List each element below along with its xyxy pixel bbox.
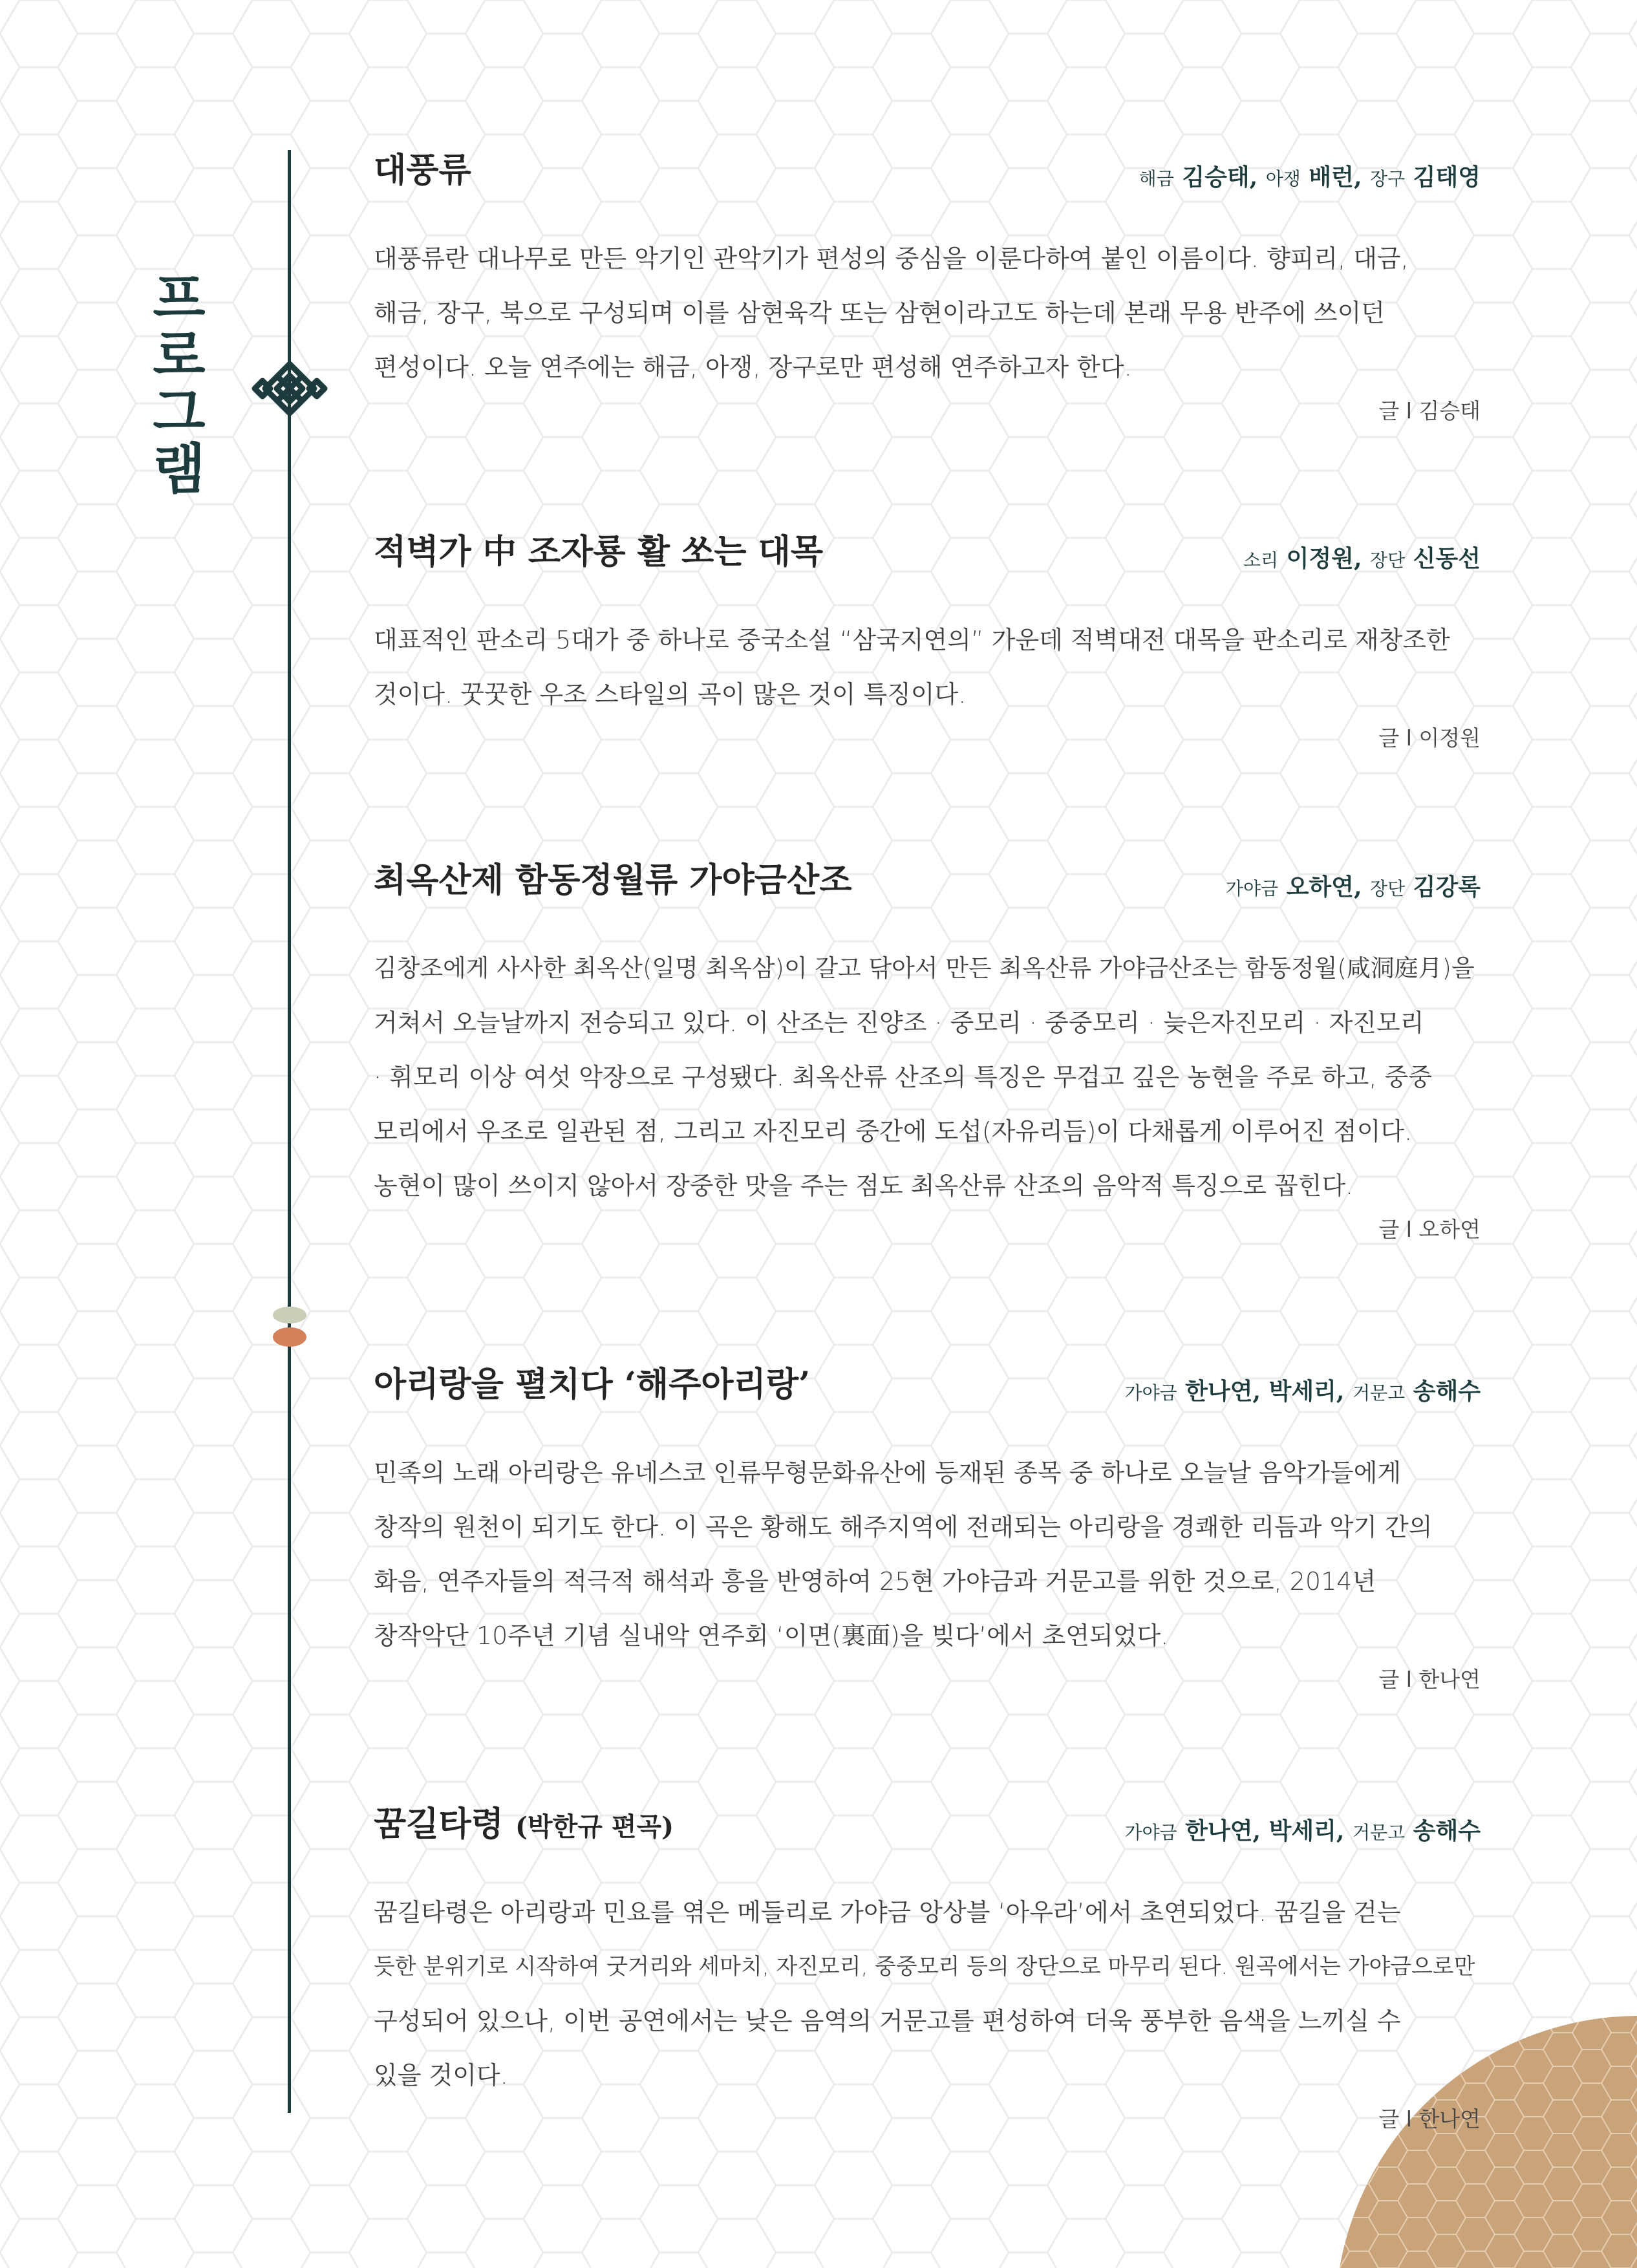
section-subtitle: (박한규 편곡) <box>515 1812 674 1842</box>
performer-name: 김태영 <box>1413 164 1481 191</box>
description-line: 농현이 많이 쓰이지 않아서 장중한 맛을 주는 점도 최옥산류 산조의 음악적 특징으로 꼽힌다. <box>374 1171 1354 1200</box>
performer-name: 박세리 <box>1268 1378 1336 1405</box>
performers-list: 해금 김승태, 아쟁 배런, 장구 김태영 <box>1139 164 1481 191</box>
section-author: 글 l 한나연 <box>1378 1667 1481 1692</box>
description-line: 대표적인 판소리 5대가 중 하나로 중국소설 “삼국지연의” 가운데 적벽대전 대목을 판소리로 재창조한 <box>374 626 1450 654</box>
section-header <box>374 1364 1481 1416</box>
performer-role: 가야금 <box>1225 878 1279 899</box>
section-title: 적벽가 中 조자룡 활 쏘는 대목 <box>374 532 824 572</box>
description-line: 민족의 노래 아리랑은 유네스코 인류무형문화유산에 등재된 종목 중 하나로 오늘날 음악가들에게 <box>374 1459 1402 1487</box>
performer-name: 이정원 <box>1286 545 1354 572</box>
description-line: · 휘모리 이상 여섯 악장으로 구성됐다. 최옥산류 산조의 특징은 무겁고 깊은 농현을 주로 하고, 중중 <box>374 1063 1432 1091</box>
section-header <box>374 860 1481 912</box>
performer-role: 장단 <box>1370 878 1406 899</box>
description-line: 모리에서 우조로 일관된 점, 그리고 자진모리 중간에 도섭(자유리듬)이 다채롭게 이루어진 점이다. <box>374 1117 1413 1146</box>
page-title-vertical <box>144 266 215 501</box>
performer-role: 소리 <box>1243 550 1279 571</box>
section-title: 대풍류 <box>374 151 471 190</box>
stone-dots-icon <box>272 1306 307 1349</box>
description-line: 구성되어 있으나, 이번 공연에서는 낮은 음역의 거문고를 편성하여 더욱 풍부한 음색을 느끼실 수 <box>374 2007 1401 2035</box>
description-line: 거쳐서 오늘날까지 전승되고 있다. 이 산조는 진양조 · 중모리 · 중중모리 · 늦은자진모리 · 자진모리 <box>374 1009 1424 1037</box>
performer-name: 한나연 <box>1185 1378 1253 1405</box>
program-section-1 <box>374 150 1481 425</box>
section-description <box>374 231 1481 394</box>
description-line: 김창조에게 사사한 최옥산(일명 최옥삼)이 갈고 닦아서 만든 최옥산류 가야금산조는 함동정월(咸洞庭月)을 <box>374 954 1475 982</box>
page-title-char: 프 <box>153 266 206 330</box>
performer-role: 가야금 <box>1124 1382 1177 1404</box>
endless-knot-icon <box>250 358 330 420</box>
performer-role: 장단 <box>1370 550 1406 571</box>
performer-name: 배런 <box>1309 164 1354 191</box>
performer-role: 해금 <box>1139 168 1174 189</box>
section-description <box>374 1446 1481 1663</box>
timeline-line <box>288 150 291 2113</box>
description-line: 해금, 장구, 북으로 구성되며 이를 삼현육각 또는 삼현이라고도 하는데 본래 무용 반주에 쓰이던 <box>374 299 1386 327</box>
performer-role: 거문고 <box>1352 1382 1406 1404</box>
program-section-5 <box>374 1804 1481 2134</box>
performers-list: 가야금 한나연, 박세리, 거문고 송해수 <box>1124 1817 1481 1845</box>
section-title: 최옥산제 함동정월류 가야금산조 <box>374 861 852 900</box>
program-section-2 <box>374 531 1481 753</box>
section-title-wrap <box>374 1804 674 1848</box>
description-line: 창작의 원천이 되기도 한다. 이 곡은 황해도 해주지역에 전래되는 아리랑을 경쾌한 리듬과 악기 간의 <box>374 1513 1433 1541</box>
performer-role: 장구 <box>1370 168 1406 189</box>
performer-name: 김강록 <box>1413 873 1481 901</box>
description-line: 화음, 연주자들의 적극적 해석과 흥을 반영하여 25현 가야금과 거문고를 위한 것으로, 2014년 <box>374 1567 1376 1596</box>
performer-role: 가야금 <box>1124 1822 1177 1843</box>
performer-name: 박세리 <box>1268 1817 1336 1845</box>
section-description <box>374 1885 1481 2102</box>
performer-name: 김승태 <box>1182 164 1250 191</box>
section-title: 아리랑을 펼치다 ‘해주아리랑’ <box>374 1365 811 1404</box>
section-title: 꿈길타령 <box>374 1804 504 1844</box>
performers-list: 소리 이정원, 장단 신동선 <box>1243 545 1481 572</box>
performer-name: 오하연 <box>1286 873 1354 901</box>
performer-name: 송해수 <box>1413 1817 1481 1845</box>
page-title-char: 로 <box>153 323 206 387</box>
description-line: 것이다. 꿋꿋한 우조 스타일의 곡이 많은 것이 특징이다. <box>374 680 967 709</box>
description-line: 창작악단 10주년 기념 실내악 연주회 ‘이면(裏面)을 빚다’에서 초연되었다. <box>374 1621 1169 1650</box>
performer-name: 신동선 <box>1413 545 1481 572</box>
performers-list: 가야금 한나연, 박세리, 거문고 송해수 <box>1124 1378 1481 1405</box>
section-header <box>374 150 1481 202</box>
performer-role: 거문고 <box>1352 1822 1406 1843</box>
description-line: 있을 것이다. <box>374 2061 508 2090</box>
description-line: 듯한 분위기로 시작하여 굿거리와 세마치, 자진모리, 중중모리 등의 장단으로 마무리 된다. 원곡에서는 가야금으로만 <box>374 1954 1475 1980</box>
page-title-char: 그 <box>153 380 206 444</box>
section-header <box>374 531 1481 583</box>
performers-list: 가야금 오하연, 장단 김강록 <box>1225 873 1481 901</box>
program-section-3 <box>374 860 1481 1244</box>
section-author: 글 l 이정원 <box>1378 725 1481 751</box>
performer-role: 아쟁 <box>1265 168 1301 189</box>
section-author: 글 l 오하연 <box>1378 1217 1481 1242</box>
description-line: 대풍류란 대나무로 만든 악기인 관악기가 편성의 중심을 이룬다하여 붙인 이름이다. 향피리, 대금, <box>374 244 1409 273</box>
performer-name: 송해수 <box>1413 1378 1481 1405</box>
description-line: 편성이다. 오늘 연주에는 해금, 아쟁, 장구로만 편성해 연주하고자 한다. <box>374 353 1132 381</box>
section-description <box>374 941 1481 1213</box>
section-author: 글 l 김승태 <box>1378 398 1481 423</box>
section-description <box>374 613 1481 722</box>
page-title-char: 램 <box>153 437 206 501</box>
section-header <box>374 1804 1481 1856</box>
performer-name: 한나연 <box>1185 1817 1253 1845</box>
description-line: 꿈길타령은 아리랑과 민요를 엮은 메들리로 가야금 앙상블 ‘아우라’에서 초연되었다. 꿈길을 걷는 <box>374 1898 1401 1927</box>
program-section-4 <box>374 1364 1481 1694</box>
section-author: 글 l 한나연 <box>1378 2106 1481 2132</box>
